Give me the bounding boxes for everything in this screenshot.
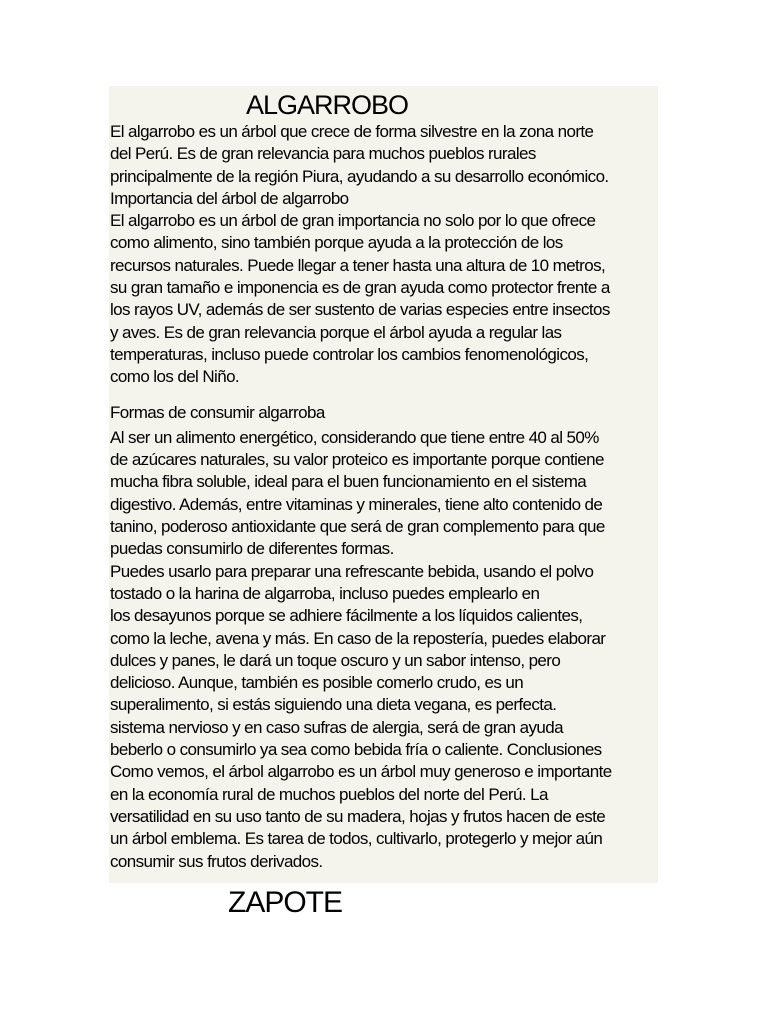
text-line: como alimento, sino también porque ayuda a la protección de los xyxy=(110,233,563,253)
intro-paragraph xyxy=(110,121,670,188)
text-line: en la economía rural de muchos pueblos del norte del Perú. La xyxy=(110,784,548,804)
text-line: puedas consumirlo de diferentes formas. xyxy=(110,539,394,559)
text-line: Como vemos, el árbol algarrobo es un árbol muy generoso e importante xyxy=(110,762,612,782)
text-line: como los del Niño. xyxy=(110,367,240,387)
text-line: tanino, poderoso antioxidante que será de gran complemento para que xyxy=(110,517,605,537)
text-line: El algarrobo es un árbol que crece de forma silvestre en la zona norte xyxy=(110,122,594,141)
text-line: temperaturas, incluso puede controlar los cambios fenomenológicos, xyxy=(110,344,589,364)
text-line: principalmente de la región Piura, ayudando a su desarrollo económico. xyxy=(110,166,609,186)
next-section-title: ZAPOTE xyxy=(228,886,343,919)
text-line: un árbol emblema. Es tarea de todos, cultivarlo, protegerlo y mejor aún xyxy=(110,829,603,849)
text-line: su gran tamaño e imponencia es de gran ayuda como protector frente a xyxy=(110,278,610,298)
text-line: beberlo o consumirlo ya sea como bebida fría o caliente. Conclusiones xyxy=(110,740,602,760)
article-body xyxy=(110,89,670,873)
text-line: superalimento, si estás siguiendo una dieta vegana, es perfecta. xyxy=(110,695,557,715)
text-line: y aves. Es de gran relevancia porque el árbol ayuda a regular las xyxy=(110,322,562,342)
text-line: sistema nervioso y en caso sufras de alergia, será de gran ayuda xyxy=(110,717,563,737)
consumption-paragraph xyxy=(110,427,670,873)
importance-paragraph xyxy=(110,210,670,388)
text-line: digestivo. Además, entre vitaminas y minerales, tiene alto contenido de xyxy=(110,494,603,514)
text-line: El algarrobo es un árbol de gran importancia no solo por lo que ofrece xyxy=(110,211,596,231)
text-line: dulces y panes, le dará un toque oscuro y un sabor intenso, pero xyxy=(110,650,561,670)
text-line: los rayos UV, además de ser sustento de varias especies entre insectos xyxy=(110,300,610,320)
page-title: ALGARROBO xyxy=(246,90,409,120)
text-line: versatilidad en su uso tanto de su madera, hojas y frutos hacen de este xyxy=(110,806,606,826)
section-heading-consumption: Formas de consumir algarroba xyxy=(110,402,325,422)
section-heading-importance: Importancia del árbol de algarrobo xyxy=(110,188,349,208)
text-line: mucha fibra soluble, ideal para el buen funcionamiento en el sistema xyxy=(110,472,587,492)
text-line: como la leche, avena y más. En caso de la repostería, puedes elaborar xyxy=(110,628,606,648)
text-line: de azúcares naturales, su valor proteico es importante porque contiene xyxy=(110,450,604,470)
text-line: tostado o la harina de algarroba, incluso puedes emplearlo en xyxy=(110,583,540,603)
text-line: del Perú. Es de gran relevancia para muchos pueblos rurales xyxy=(110,144,536,164)
text-line: delicioso. Aunque, también es posible comerlo crudo, es un xyxy=(110,673,524,693)
text-line: recursos naturales. Puede llegar a tener hasta una altura de 10 metros, xyxy=(110,255,606,275)
text-line: los desayunos porque se adhiere fácilmente a los líquidos calientes, xyxy=(110,606,583,626)
text-line: Puedes usarlo para preparar una refrescante bebida, usando el polvo xyxy=(110,561,594,581)
spacer xyxy=(110,389,670,402)
text-line: Al ser un alimento energético, considerando que tiene entre 40 al 50% xyxy=(110,427,599,447)
text-line: consumir sus frutos derivados. xyxy=(110,851,323,871)
